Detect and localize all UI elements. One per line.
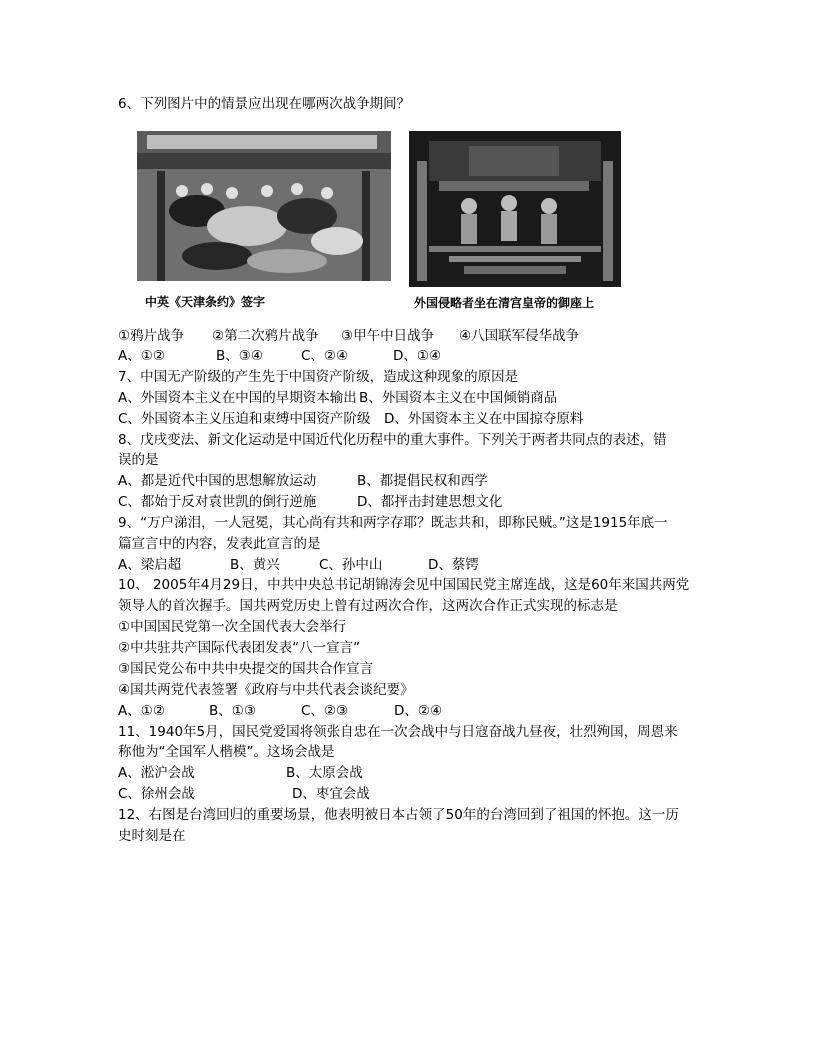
q10-item: ④国共两党代表签署《政府与中共代表会谈纪要》 bbox=[118, 682, 414, 698]
answer-option[interactable]: C、都始于反对袁世凯的倒行逆施 bbox=[118, 494, 317, 510]
q12-stem-line1: 12、右图是台湾回归的重要场景，他表明被日本占领了50年的台湾回到了祖国的怀抱。这一历 bbox=[118, 807, 679, 823]
q11-options-row1 bbox=[118, 763, 363, 783]
q7-stem: 7、中国无产阶级的产生先于中国资产阶级，造成这种现象的原因是 bbox=[118, 369, 519, 385]
answer-option[interactable]: B、③④ bbox=[216, 348, 263, 364]
war-item: ③甲午中日战争 bbox=[341, 328, 435, 344]
answer-option[interactable]: A、外国资本主义在中国的早期资本输出 bbox=[118, 390, 357, 406]
war-item: ①鸦片战争 bbox=[118, 328, 185, 344]
q10-item: ③国民党公布中共中央提交的国共合作宣言 bbox=[118, 661, 374, 677]
q7-options-row2 bbox=[118, 409, 583, 429]
answer-option[interactable]: C、②④ bbox=[301, 348, 349, 364]
q9-options bbox=[118, 555, 479, 575]
q11-stem-line1: 11、1940年5月，国民党爱国将领张自忠在一次会战中与日寇奋战九昼夜，壮烈殉国，周恩来 bbox=[118, 724, 678, 740]
q11-options-row2 bbox=[118, 784, 370, 804]
photo-tianjin-treaty-signing bbox=[137, 131, 391, 281]
answer-option[interactable]: A、梁启超 bbox=[118, 557, 182, 573]
answer-option[interactable]: D、①④ bbox=[393, 348, 442, 364]
answer-option[interactable]: A、都是近代中国的思想解放运动 bbox=[118, 473, 317, 489]
q6-war-list bbox=[118, 326, 579, 346]
answer-option[interactable]: C、外国资本主义压迫和束缚中国资产阶级 bbox=[118, 411, 371, 427]
photo-qing-palace-throne bbox=[409, 131, 621, 287]
answer-option[interactable]: A、①② bbox=[118, 348, 165, 364]
q10-stem-line1: 10、 2005年4月29日，中共中央总书记胡锦涛会见中国国民党主席连战，这是60年来国共两党 bbox=[118, 577, 690, 593]
q12-stem-line2: 史时刻是在 bbox=[118, 828, 186, 844]
answer-option[interactable]: C、徐州会战 bbox=[118, 786, 195, 802]
q6-stem: 6、下列图片中的情景应出现在哪两次战争期间？ bbox=[118, 96, 411, 112]
q8-stem-line2: 误的是 bbox=[118, 452, 159, 468]
answer-option[interactable]: B、①③ bbox=[209, 703, 256, 719]
answer-option[interactable]: D、②④ bbox=[394, 703, 443, 719]
answer-option[interactable]: B、都提倡民权和西学 bbox=[357, 473, 488, 489]
q6-options bbox=[118, 346, 441, 366]
q10-item: ①中国国民党第一次全国代表大会举行 bbox=[118, 619, 347, 635]
q8-options-row1 bbox=[118, 471, 488, 491]
war-item: ④八国联军侵华战争 bbox=[459, 328, 580, 344]
q9-stem-line1: 9、“万户涕泪，一人冠冕，其心尚有共和两字存耶？既志共和，即称民贼。”这是1915年底一 bbox=[118, 515, 668, 531]
q7-options-row1 bbox=[118, 388, 557, 408]
answer-option[interactable]: D、蔡锷 bbox=[428, 557, 479, 573]
q10-options bbox=[118, 701, 442, 721]
q10-stem-line2: 领导人的首次握手。国共两党历史上曾有过两次合作，这两次合作正式实现的标志是 bbox=[118, 598, 618, 614]
q8-options-row2 bbox=[118, 492, 502, 512]
answer-option[interactable]: A、淞沪会战 bbox=[118, 765, 195, 781]
q11-stem-line2: 称他为“全国军人楷模”。这场会战是 bbox=[118, 744, 335, 760]
answer-option[interactable]: A、①② bbox=[118, 703, 165, 719]
q8-stem-line1: 8、戊戌变法、新文化运动是中国近代化历程中的重大事件。下列关于两者共同点的表述，错 bbox=[118, 432, 667, 448]
answer-option[interactable]: C、孙中山 bbox=[319, 557, 383, 573]
photo2-caption: 外国侵略者坐在清宫皇帝的御座上 bbox=[414, 296, 595, 310]
answer-option[interactable]: B、外国资本主义在中国倾销商品 bbox=[359, 390, 558, 406]
answer-option[interactable]: B、黄兴 bbox=[230, 557, 280, 573]
photo1-caption: 中英《天津条约》签字 bbox=[145, 295, 266, 309]
q10-item: ②中共驻共产国际代表团发表“八一宣言” bbox=[118, 640, 361, 656]
war-item: ②第二次鸦片战争 bbox=[212, 328, 319, 344]
answer-option[interactable]: D、都抨击封建思想文化 bbox=[357, 494, 503, 510]
answer-option[interactable]: D、枣宜会战 bbox=[292, 786, 370, 802]
answer-option[interactable]: B、太原会战 bbox=[286, 765, 363, 781]
answer-option[interactable]: C、②③ bbox=[301, 703, 349, 719]
answer-option[interactable]: D、外国资本主义在中国掠夺原料 bbox=[384, 411, 584, 427]
q9-stem-line2: 篇宣言中的内容，发表此宣言的是 bbox=[118, 536, 321, 552]
